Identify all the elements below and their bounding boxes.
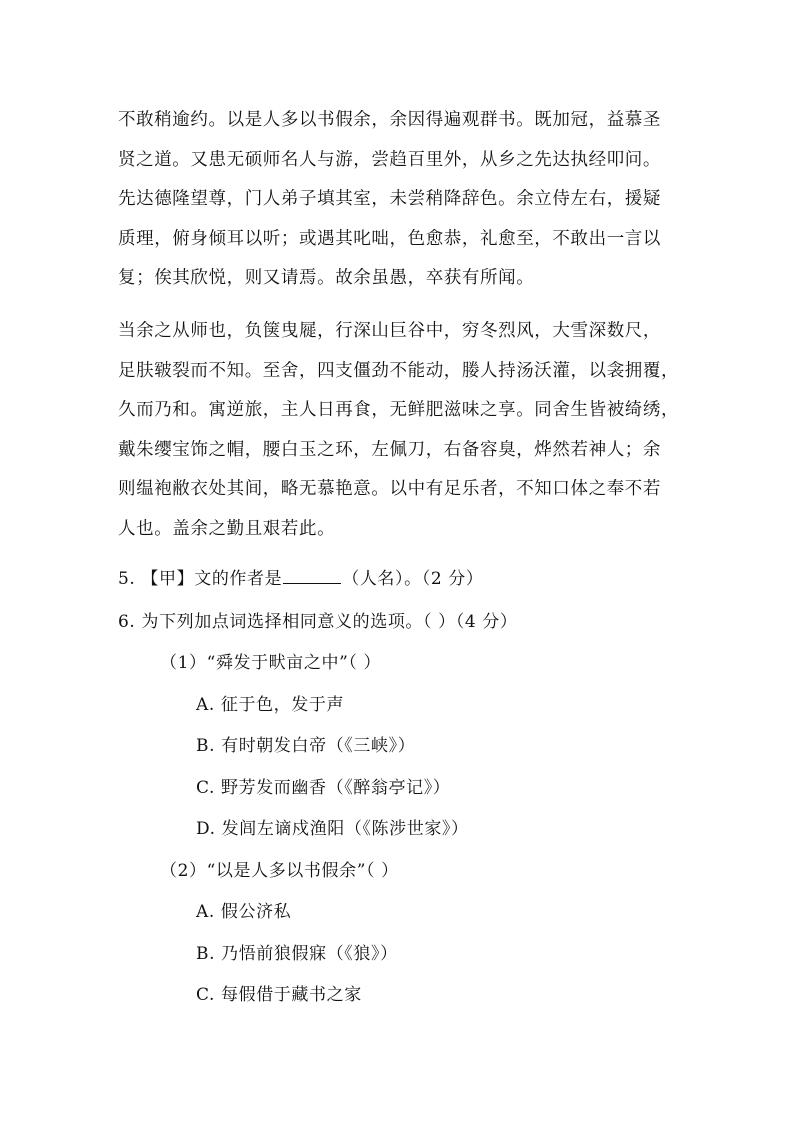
option-a: A. 假公济私	[196, 902, 292, 922]
passage-line: 人也。盖余之勤且艰若此。	[118, 518, 336, 539]
question-5-suffix: （人名）。（2 分）	[342, 569, 484, 589]
passage-line: 贤之道。又患无硕师名人与游，尝趋百里外，从乡之先达执经叩问。	[118, 149, 661, 170]
passage-line: 先达德隆望尊，门人弟子填其室，未尝稍降辞色。余立侍左右，援疑	[118, 189, 661, 209]
sub-question-2-stem: （2）“以是人多以书假余”（ ）	[160, 861, 399, 881]
answer-blank[interactable]	[283, 567, 341, 584]
passage-line: 当余之从师也，负箧曳屣，行深山巨谷中，穷冬烈风，大雪深数尺，	[118, 321, 661, 341]
passage-line: 则缊袍敝衣处其间，略无慕艳意。以中有足乐者，不知口体之奉不若	[118, 479, 661, 499]
passage-line: 久而乃和。寓逆旅，主人日再食，无鲜肥滋味之享。同舍生皆被绮绣，	[118, 400, 680, 420]
sub-question-1-stem: （1）“舜发于畎亩之中”（ ）	[160, 653, 382, 673]
question-5	[118, 564, 483, 589]
passage-line: 足肤皲裂而不知。至舍，四支僵劲不能动，媵人持汤沃灌，以衾拥覆，	[118, 360, 680, 381]
question-5-prefix: 5. 【甲】文的作者是	[118, 569, 283, 589]
question-6-stem: 6. 为下列加点词选择相同意义的选项。（ ）（4 分）	[118, 612, 518, 632]
option-b: B. 有时朝发白帝（《三峡》）	[196, 736, 416, 756]
passage-line: 戴朱缨宝饰之帽，腰白玉之环，左佩刀，右备容臭，烨然若神人；余	[118, 439, 661, 460]
option-c: C. 每假借于藏书之家	[196, 985, 362, 1005]
passage-line: 质理，俯身倾耳以听；或遇其叱咄，色愈恭，礼愈至，不敢出一言以	[118, 228, 661, 249]
passage-line: 复；俟其欣悦，则又请焉。故余虽愚，卒获有所闻。	[118, 268, 535, 288]
passage-paragraph-2	[118, 312, 678, 549]
option-c: C. 野芳发而幽香（《醉翁亭记》）	[196, 778, 451, 798]
option-b: B. 乃悟前狼假寐（《狼》）	[196, 944, 398, 964]
option-d: D. 发闾左谪戍渔阳（《陈涉世家》）	[196, 819, 469, 839]
passage-line: 不敢稍逾约。以是人多以书假余，余因得遍观群书。既加冠，益慕圣	[118, 110, 661, 130]
passage-paragraph-1	[118, 101, 678, 299]
option-a: A. 征于色，发于声	[196, 695, 345, 715]
